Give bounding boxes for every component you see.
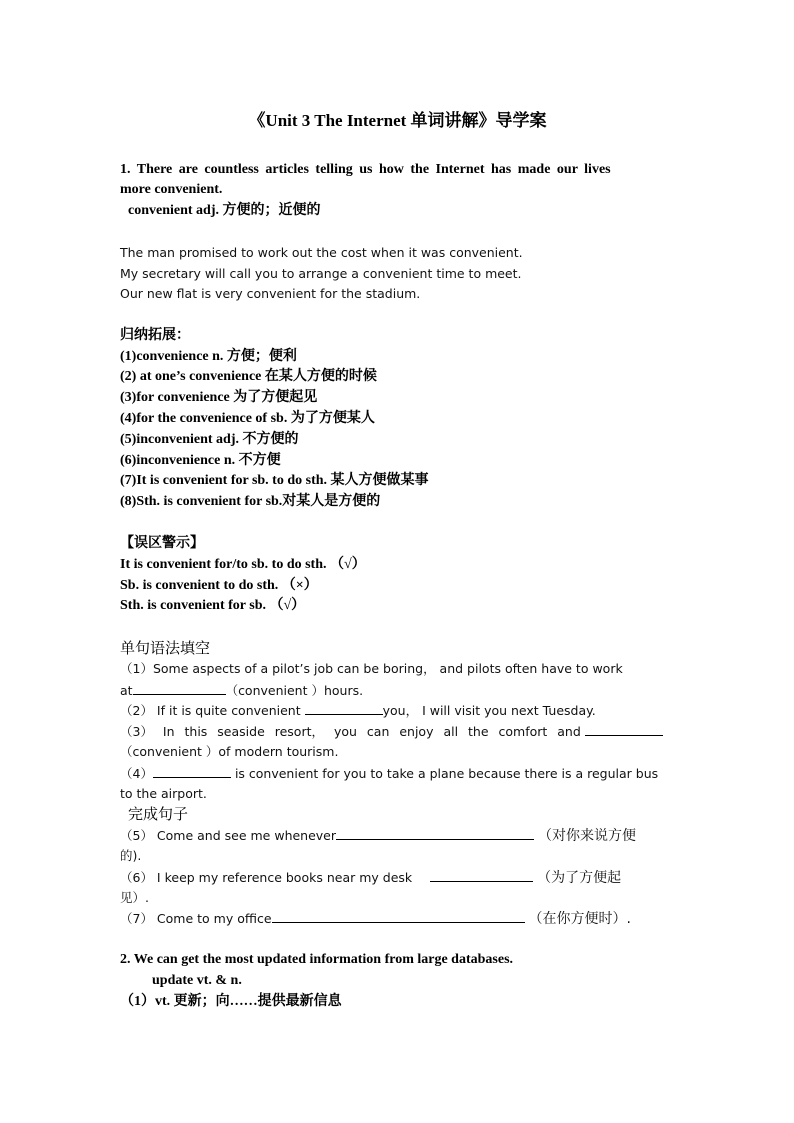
section2-heading: 2. We can get the most updated information from large databases. xyxy=(120,952,514,967)
question-1-suffix: （convenient ）hours. xyxy=(225,683,364,698)
warning-item-3: Sth. is convenient for sb. （√） xyxy=(120,598,306,613)
question-5-line1 xyxy=(120,825,636,846)
question-5-hint: （对你来说方便 xyxy=(538,828,637,844)
answer-blank-4[interactable] xyxy=(153,763,231,778)
answer-blank-7[interactable] xyxy=(272,908,525,923)
question-5-prefix: （5） Come and see me whenever xyxy=(120,828,337,843)
question-1-prefix: at xyxy=(120,683,133,698)
question-7 xyxy=(120,908,631,929)
example-sentence-2: My secretary will call you to arrange a convenient time to meet. xyxy=(120,266,522,281)
expand-item-8: (8)Sth. is convenient for sb.对某人是方便的 xyxy=(120,494,381,509)
expand-item-7: (7)It is convenient for sb. to do sth. 某人方便做某事 xyxy=(120,473,429,488)
question-4-suffix: is convenient for you to take a plane because there is a regular bus xyxy=(234,766,659,781)
warning-item-1: It is convenient for/to sb. to do sth. （√） xyxy=(120,557,366,572)
example-sentence-3: Our new flat is very convenient for the stadium. xyxy=(120,286,421,301)
question-6-hint: （为了方便起 xyxy=(537,870,622,886)
expand-item-3: (3)for convenience 为了方便起见 xyxy=(120,390,318,405)
complete-sentence-title: 完成句子 xyxy=(128,805,189,823)
question-2-suffix: you， I will visit you next Tuesday. xyxy=(382,703,596,718)
expand-title: 归纳拓展： xyxy=(120,328,190,343)
question-6-line2: 见）. xyxy=(120,890,149,905)
question-4-line2: to the airport. xyxy=(120,786,207,801)
word-entry-convenient: convenient adj. 方便的；近便的 xyxy=(128,203,321,218)
answer-blank-3[interactable] xyxy=(585,721,663,736)
warning-title: 【误区警示】 xyxy=(120,536,204,551)
page-title: 《Unit 3 The Internet 单词讲解》导学案 xyxy=(248,111,547,130)
warning-item-2: Sb. is convenient to do sth. （×） xyxy=(120,578,318,593)
example-sentence-1: The man promised to work out the cost when it was convenient. xyxy=(120,245,523,260)
question-7-hint: （在你方便时）. xyxy=(528,911,631,927)
word-entry-update: update vt. & n. xyxy=(152,973,242,988)
exercise-title: 单句语法填空 xyxy=(120,639,211,657)
section1-heading-text: 1. There are countless articles telling us how the Internet has made our lives xyxy=(120,162,611,177)
question-3-line2: （convenient ）of modern tourism. xyxy=(120,744,339,759)
question-1-line1: （1）Some aspects of a pilot’s job can be boring， and pilots often have to work xyxy=(120,661,623,676)
question-5-line2: 的). xyxy=(120,848,142,863)
question-4-prefix: （4） xyxy=(120,766,153,781)
section1-heading-line1 xyxy=(120,160,675,180)
update-sense-1: （1）vt. 更新；向……提供最新信息 xyxy=(120,994,342,1009)
expand-item-4: (4)for the convenience of sb. 为了方便某人 xyxy=(120,411,375,426)
question-7-prefix: （7） Come to my office xyxy=(120,911,272,926)
expand-item-1: (1)convenience n. 方便；便利 xyxy=(120,349,297,364)
question-4-line1 xyxy=(120,763,658,784)
question-1-line2 xyxy=(120,680,363,701)
question-2 xyxy=(120,700,596,721)
answer-blank-1[interactable] xyxy=(133,680,226,695)
expand-item-2: (2) at one’s convenience 在某人方便的时候 xyxy=(120,369,377,384)
answer-blank-6[interactable] xyxy=(430,867,533,882)
answer-blank-5[interactable] xyxy=(336,825,534,840)
question-2-prefix: （2） If it is quite convenient xyxy=(120,703,301,718)
question-6-prefix: （6） I keep my reference books near my desk xyxy=(120,870,413,885)
question-6-line1 xyxy=(120,867,621,888)
expand-item-5: (5)inconvenient adj. 不方便的 xyxy=(120,432,299,447)
expand-item-6: (6)inconvenience n. 不方便 xyxy=(120,453,281,468)
question-3-prefix: （3） In this seaside resort， you can enjoy all the comfort and xyxy=(120,724,581,739)
question-3-line1 xyxy=(120,721,663,742)
section1-heading-line2: more convenient. xyxy=(120,182,223,197)
answer-blank-2[interactable] xyxy=(305,700,383,715)
